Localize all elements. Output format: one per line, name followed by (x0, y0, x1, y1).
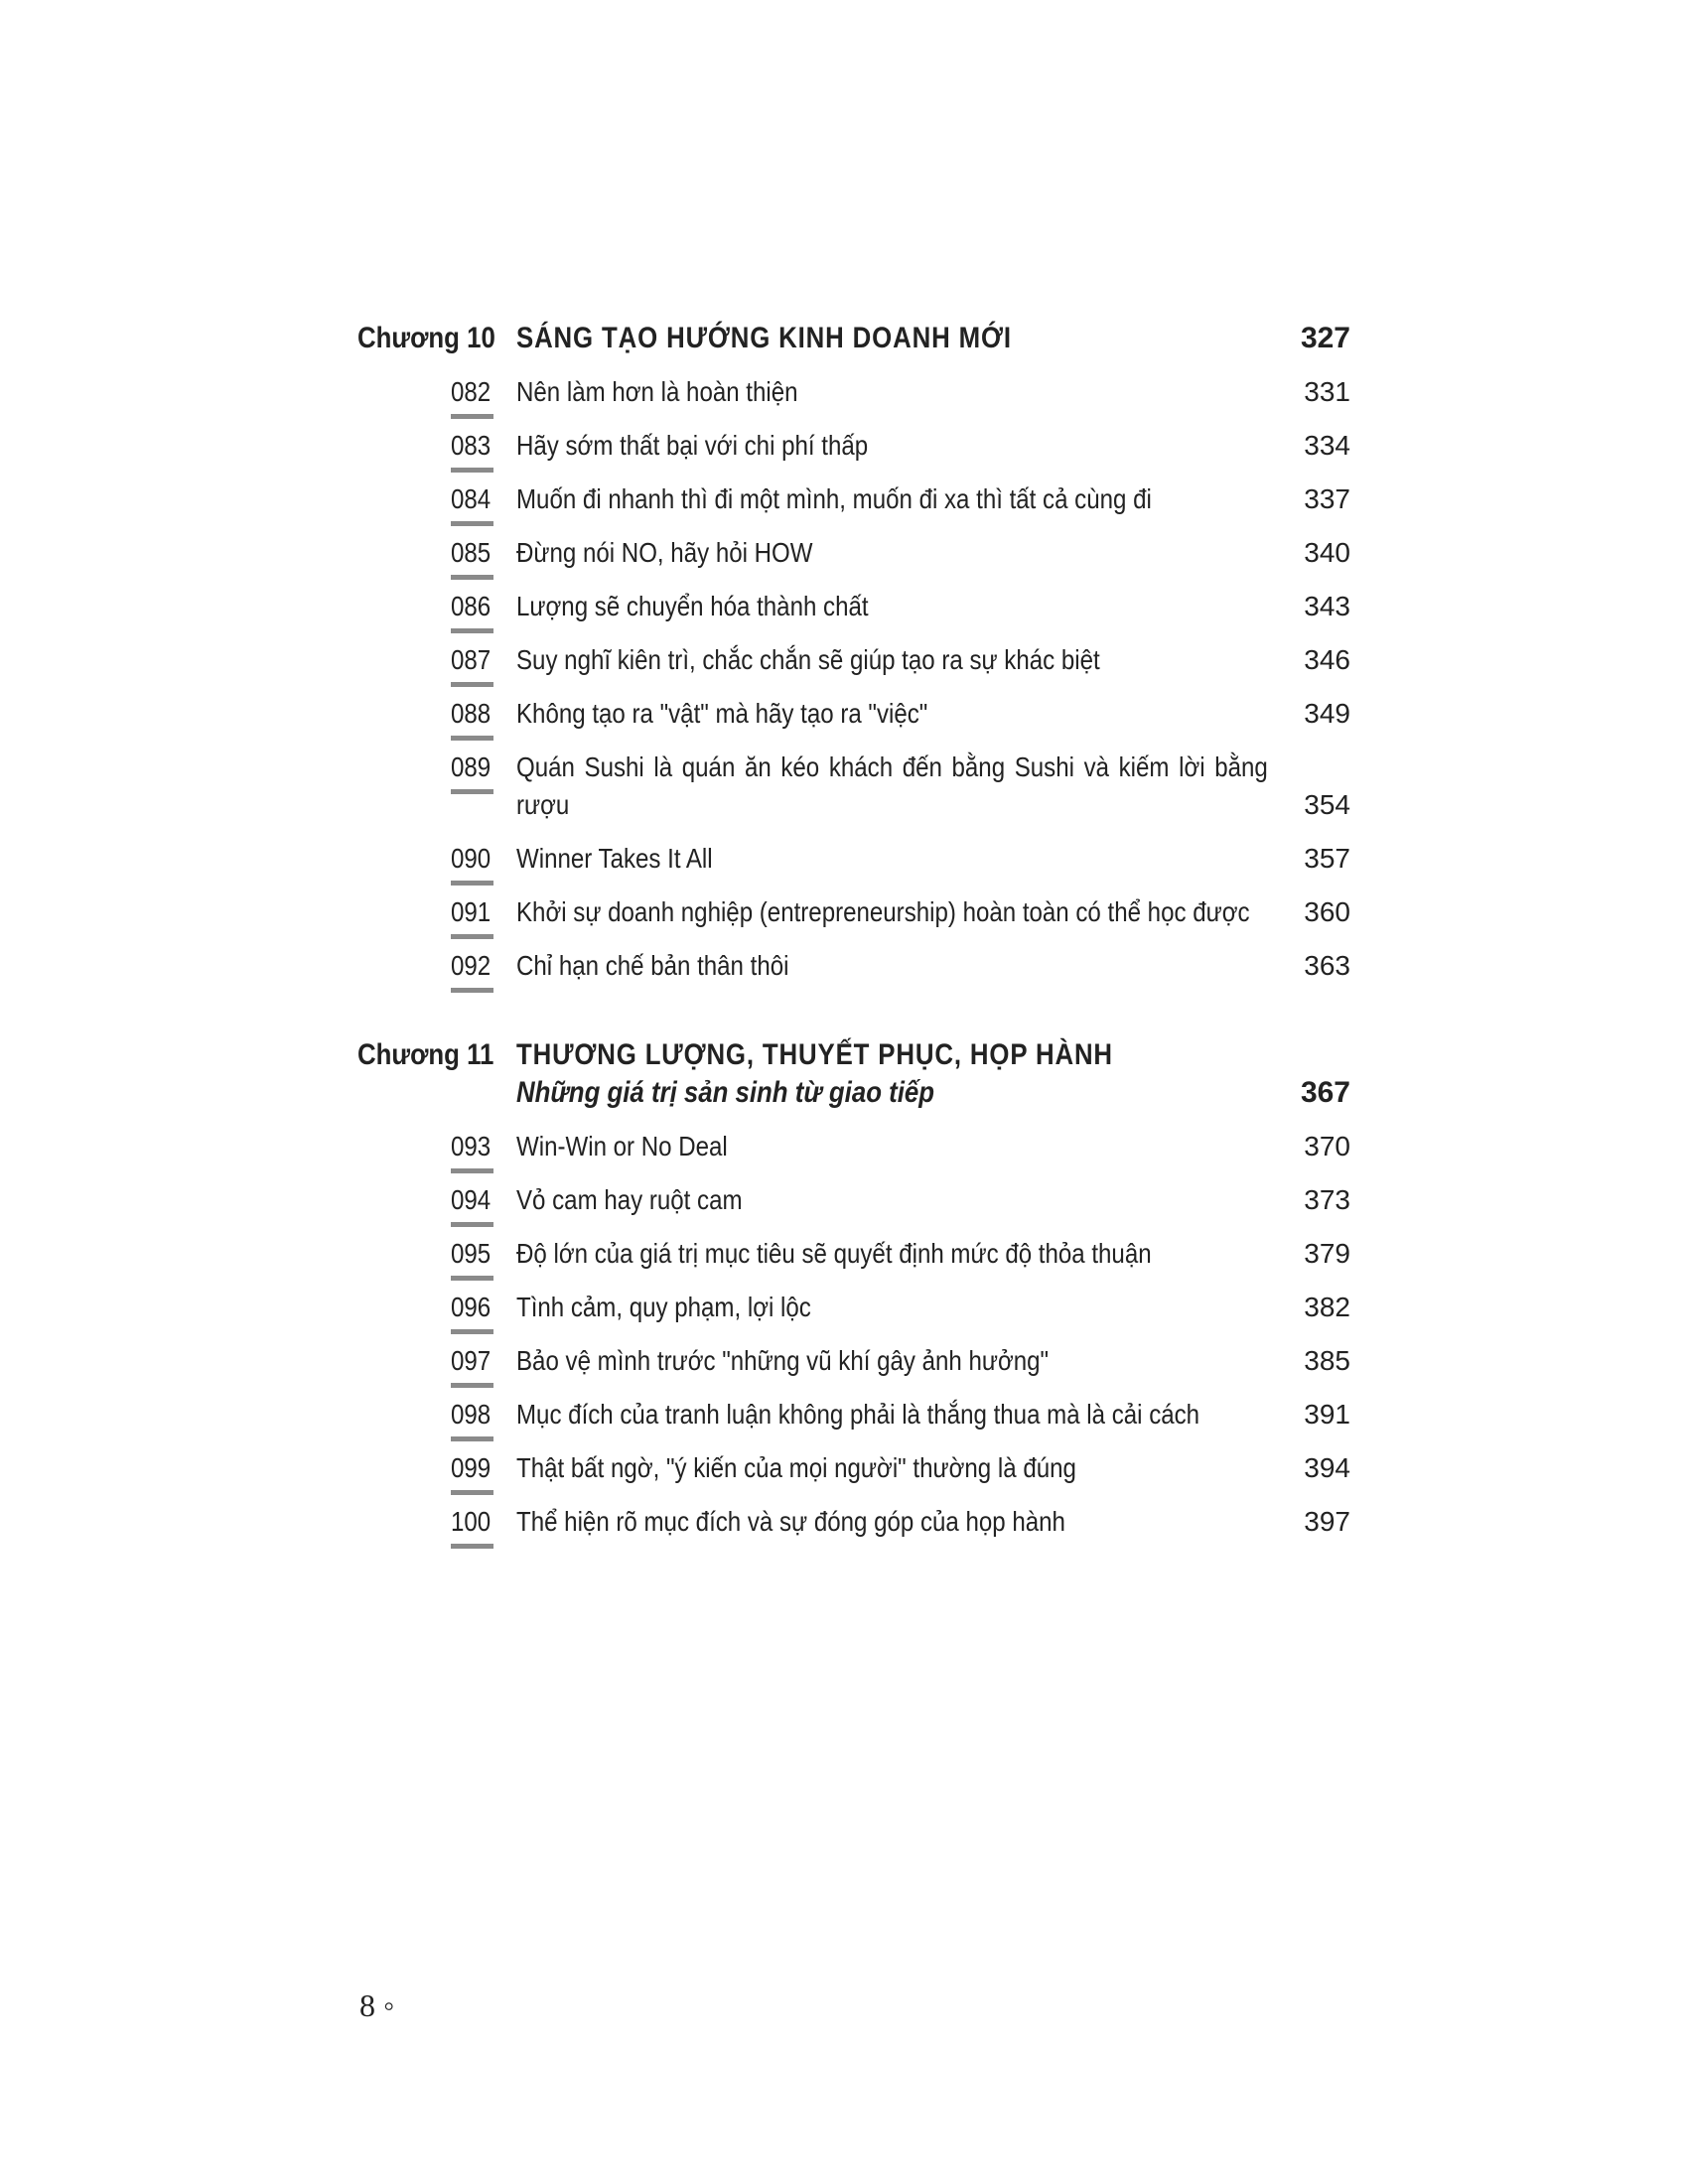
toc-item[interactable] (357, 893, 1350, 931)
item-number: 088 (451, 695, 491, 733)
item-title: Độ lớn của giá trị mục tiêu sẽ quyết định mức độ thỏa thuận (516, 1238, 1152, 1269)
toc-item[interactable] (357, 588, 1350, 625)
toc-item[interactable] (357, 641, 1350, 679)
item-title: Winner Takes It All (516, 843, 713, 874)
toc-item[interactable] (357, 1396, 1350, 1433)
item-page: 346 (1304, 644, 1350, 675)
item-title: Khởi sự doanh nghiệp (entrepreneurship) hoàn toàn có thể học được (516, 896, 1250, 927)
item-page: 340 (1304, 537, 1350, 568)
item-number: 090 (451, 840, 491, 878)
item-page: 394 (1304, 1452, 1350, 1483)
item-page: 379 (1304, 1238, 1350, 1269)
item-number: 086 (451, 588, 491, 625)
toc-item[interactable] (357, 534, 1350, 572)
chapter-spacer (357, 985, 1350, 1036)
chapter-title: SÁNG TẠO HƯỚNG KINH DOANH MỚI (516, 322, 1012, 354)
item-title: Chỉ hạn chế bản thân thôi (516, 950, 789, 981)
item-number: 089 (451, 749, 491, 786)
item-number: 091 (451, 893, 491, 931)
chapter-label: Chương 11 (357, 1038, 494, 1071)
item-page: 370 (1304, 1131, 1350, 1161)
chapter-label: Chương 10 (357, 322, 495, 354)
item-title: Muốn đi nhanh thì đi một mình, muốn đi xa thì tất cả cùng đi (516, 483, 1152, 514)
item-number: 096 (451, 1289, 491, 1326)
item-number: 087 (451, 641, 491, 679)
toc-item[interactable] (357, 1289, 1350, 1326)
item-page: 354 (1304, 789, 1350, 820)
item-page: 385 (1304, 1345, 1350, 1376)
item-title: Đừng nói NO, hãy hỏi HOW (516, 537, 813, 568)
toc-item[interactable] (357, 1235, 1350, 1273)
item-title: Mục đích của tranh luận không phải là thắng thua mà là cải cách (516, 1399, 1200, 1430)
toc-item[interactable] (357, 1181, 1350, 1219)
toc-item[interactable] (357, 1503, 1350, 1541)
toc-item[interactable] (357, 1342, 1350, 1380)
table-of-contents (357, 320, 1350, 1541)
chapter-page: 327 (1300, 322, 1350, 354)
toc-item[interactable] (357, 749, 1350, 824)
item-page: 391 (1304, 1399, 1350, 1430)
chapter-title: THƯƠNG LƯỢNG, THUYẾT PHỤC, HỌP HÀNH (516, 1038, 1113, 1071)
item-page: 331 (1304, 376, 1350, 407)
item-title: Quán Sushi là quán ăn kéo khách đến bằng Sushi và kiếm lời bằng rượu (516, 751, 1268, 820)
item-number: 094 (451, 1181, 491, 1219)
item-number: 097 (451, 1342, 491, 1380)
item-page: 357 (1304, 843, 1350, 874)
item-page: 360 (1304, 896, 1350, 927)
item-title: Suy nghĩ kiên trì, chắc chắn sẽ giúp tạo ra sự khác biệt (516, 644, 1100, 675)
item-page: 397 (1304, 1506, 1350, 1537)
toc-item[interactable] (357, 1449, 1350, 1487)
toc-item[interactable] (357, 947, 1350, 985)
chapter-title-block (516, 320, 1192, 357)
item-title: Hãy sớm thất bại với chi phí thấp (516, 430, 869, 461)
item-title: Thể hiện rõ mục đích và sự đóng góp của họp hành (516, 1506, 1065, 1537)
item-number: 084 (451, 480, 491, 518)
chapter-heading (357, 1036, 1350, 1112)
item-title: Win-Win or No Deal (516, 1131, 728, 1161)
item-number: 082 (451, 373, 491, 411)
toc-item[interactable] (357, 840, 1350, 878)
item-page: 363 (1304, 950, 1350, 981)
item-title: Lượng sẽ chuyển hóa thành chất (516, 591, 869, 621)
page-number: 8 ◦ (359, 1987, 395, 2023)
item-title: Không tạo ra "vật" mà hãy tạo ra "việc" (516, 698, 928, 729)
chapter-page: 367 (1300, 1076, 1350, 1109)
toc-item[interactable] (357, 480, 1350, 518)
item-title: Thật bất ngờ, "ý kiến của mọi người" thường là đúng (516, 1452, 1076, 1483)
item-number: 092 (451, 947, 491, 985)
chapter-subtitle: Những giá trị sản sinh từ giao tiếp (516, 1076, 934, 1109)
toc-item[interactable] (357, 695, 1350, 733)
toc-item[interactable] (357, 1128, 1350, 1165)
chapter-heading (357, 320, 1350, 357)
chapter-title-block (516, 1036, 1192, 1112)
item-number: 099 (451, 1449, 491, 1487)
item-page: 334 (1304, 430, 1350, 461)
item-number: 093 (451, 1128, 491, 1165)
item-title: Tình cảm, quy phạm, lợi lộc (516, 1292, 811, 1322)
item-page: 373 (1304, 1184, 1350, 1215)
item-number: 100 (451, 1503, 491, 1541)
item-title: Vỏ cam hay ruột cam (516, 1184, 743, 1215)
toc-item[interactable] (357, 373, 1350, 411)
item-number: 083 (451, 427, 491, 465)
item-page: 343 (1304, 591, 1350, 621)
item-title: Bảo vệ mình trước "những vũ khí gây ảnh hưởng" (516, 1345, 1050, 1376)
item-title: Nên làm hơn là hoàn thiện (516, 376, 798, 407)
item-page: 349 (1304, 698, 1350, 729)
item-number: 085 (451, 534, 491, 572)
item-page: 337 (1304, 483, 1350, 514)
toc-item[interactable] (357, 427, 1350, 465)
item-number: 095 (451, 1235, 491, 1273)
item-number: 098 (451, 1396, 491, 1433)
item-page: 382 (1304, 1292, 1350, 1322)
